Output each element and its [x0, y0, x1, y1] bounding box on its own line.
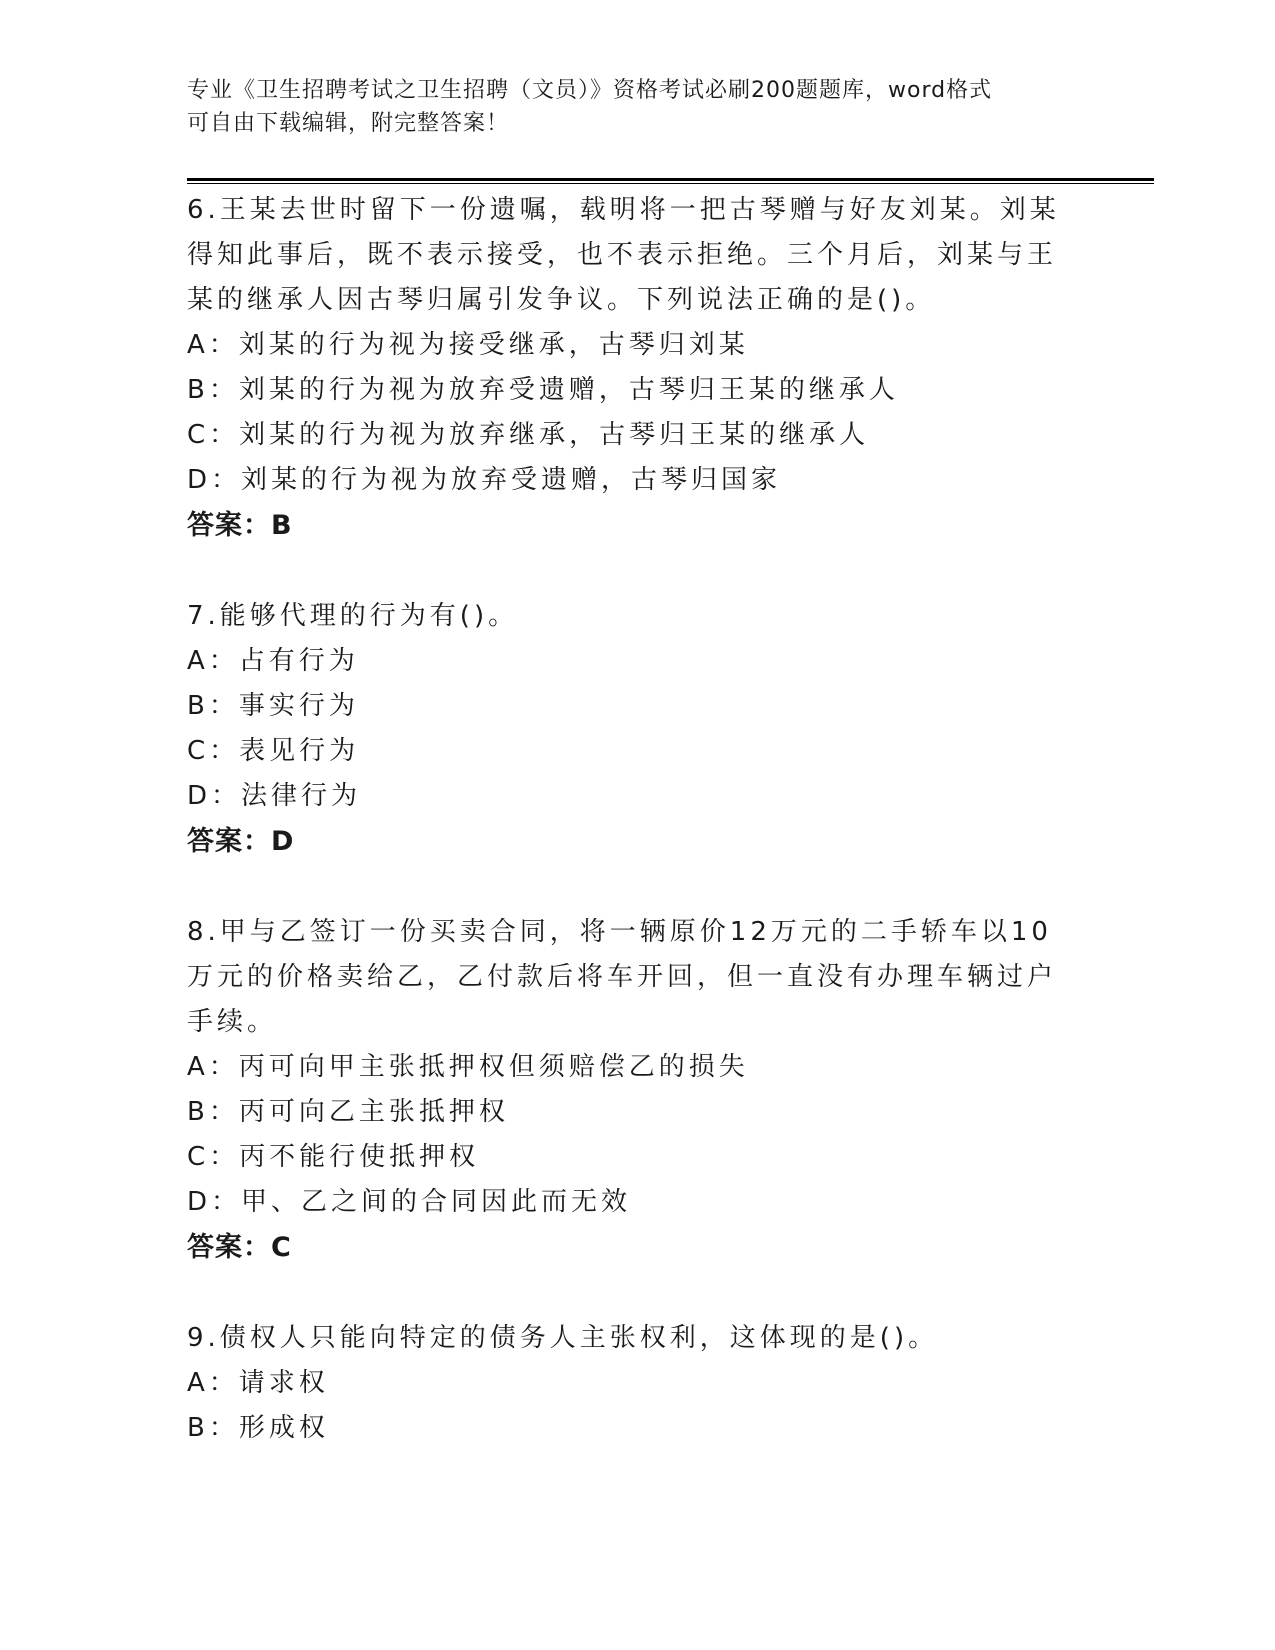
question-stem: 8.甲与乙签订一份买卖合同，将一辆原价12万元的二手轿车以10万元的价格卖给乙，乙付款后将车开回，但一直没有办理车辆过户手续。 [187, 917, 1058, 1037]
option-b: B：丙可向乙主张抵押权 [187, 1097, 509, 1127]
question-stem: 9.债权人只能向特定的债务人主张权利，这体现的是()。 [187, 1323, 939, 1353]
header-divider-thin [187, 183, 1154, 184]
answer: 答案：B [187, 510, 293, 541]
question-list [187, 188, 1067, 1451]
option-b: B：形成权 [187, 1413, 329, 1443]
option-d: D：法律行为 [187, 781, 362, 811]
option-a: A：刘某的行为视为接受继承，古琴归刘某 [187, 330, 749, 360]
answer: 答案：C [187, 1232, 292, 1263]
option-b: B：刘某的行为视为放弃受遗赠，古琴归王某的继承人 [187, 375, 899, 405]
question-spacer [187, 548, 1067, 594]
question-stem: 7.能够代理的行为有()。 [187, 601, 519, 631]
question-9 [187, 1316, 1067, 1451]
question-spacer [187, 864, 1067, 910]
option-a: A：占有行为 [187, 646, 359, 676]
question-stem: 6.王某去世时留下一份遗嘱，载明将一把古琴赠与好友刘某。刘某得知此事后，既不表示接受，也不表示拒绝。三个月后，刘某与王某的继承人因古琴归属引发争议。下列说法正确的是()。 [187, 195, 1060, 315]
header-title-line-2: 可自由下载编辑，附完整答案！ [187, 111, 510, 136]
option-b: B：事实行为 [187, 691, 359, 721]
option-a: A：请求权 [187, 1368, 329, 1398]
header-divider-thick [187, 178, 1154, 181]
question-6 [187, 188, 1067, 548]
option-d: D：刘某的行为视为放弃受遗赠，古琴归国家 [187, 465, 782, 495]
answer: 答案：D [187, 826, 295, 857]
option-c: C：丙不能行使抵押权 [187, 1142, 480, 1172]
question-7 [187, 594, 1067, 864]
header-title-line-1: 专业《卫生招聘考试之卫生招聘（文员）》资格考试必刷200题题库，word格式 [187, 78, 993, 103]
option-d: D：甲、乙之间的合同因此而无效 [187, 1187, 632, 1217]
option-a: A：丙可向甲主张抵押权但须赔偿乙的损失 [187, 1052, 749, 1082]
option-c: C：表见行为 [187, 736, 360, 766]
document-header [187, 74, 1067, 140]
question-8 [187, 910, 1067, 1270]
option-c: C：刘某的行为视为放弃继承，古琴归王某的继承人 [187, 420, 870, 450]
question-spacer [187, 1270, 1067, 1316]
